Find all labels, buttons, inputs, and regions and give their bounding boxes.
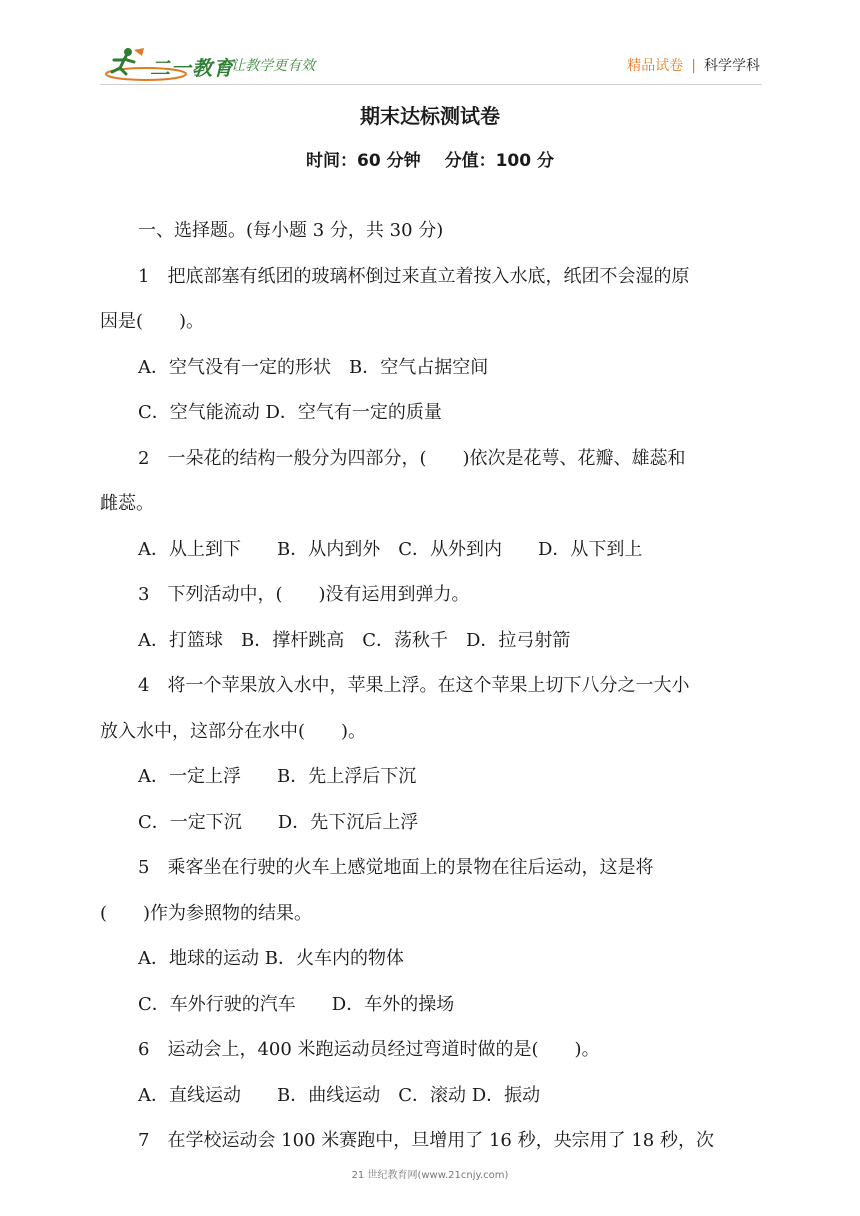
header-divider — [100, 84, 762, 85]
question-6-options: A．直线运动 B．曲线运动 C．滚动 D．振动 — [138, 1084, 541, 1106]
question-3-stem: 3 下列活动中，( )没有运用到弹力。 — [138, 584, 470, 605]
page-footer: 21 世纪教育网(www.21cnjy.com) — [351, 1170, 509, 1181]
question-3-options: A．打篮球 B．撑杆跳高 C．荡秋千 D．拉弓射箭 — [138, 629, 571, 651]
slogan: / 让教学更有效 — [222, 58, 316, 74]
question-4-stem-cont: 放入水中，这部分在水中( )。 — [100, 720, 367, 742]
question-4-options-c-d: C．一定下沉 D．先下沉后上浮 — [138, 811, 419, 833]
question-body — [100, 208, 762, 1164]
premium-label: 精品试卷 — [627, 58, 684, 74]
question-1-stem-cont: 因是( )。 — [100, 311, 205, 332]
subject-label: 科学学科 — [704, 58, 760, 74]
question-5-stem-cont: ( )作为参照物的结果。 — [100, 902, 313, 924]
exam-info — [0, 146, 860, 171]
question-2-options: A．从上到下 B．从内到外 C．从外到内 D．从下到上 — [138, 538, 643, 560]
question-2-stem-cont: 雌蕊。 — [100, 493, 154, 514]
question-1-options-c-d: C．空气能流动 D．空气有一定的质量 — [138, 402, 442, 423]
exam-time: 时间：60 分钟 — [306, 151, 421, 171]
page-header — [0, 0, 860, 100]
question-7-stem: 7 在学校运动会 100 米赛跑中，旦增用了 16 秒，央宗用了 18 秒，次 — [138, 1130, 714, 1151]
logo-text: 二一教育 — [150, 56, 234, 80]
question-5-options-c-d: C．车外行驶的汽车 D．车外的操场 — [138, 993, 455, 1015]
question-5-options-a-b: A．地球的运动 B．火车内的物体 — [138, 948, 404, 969]
question-4-stem: 4 将一个苹果放入水中，苹果上浮。在这个苹果上切下八分之一大小 — [138, 675, 690, 696]
question-6-stem: 6 运动会上，400 米跑运动员经过弯道时做的是( )。 — [138, 1039, 600, 1060]
exam-title: 期末达标测试卷 — [360, 104, 500, 128]
question-2-stem: 2 一朵花的结构一般分为四部分，( )依次是花萼、花瓣、雄蕊和 — [138, 447, 686, 469]
question-1-stem: 1 把底部塞有纸团的玻璃杯倒过来直立着按入水底，纸团不会湿的原 — [138, 265, 690, 287]
question-4-options-a-b: A．一定上浮 B．先上浮后下沉 — [138, 766, 417, 787]
question-5-stem: 5 乘客坐在行驶的火车上感觉地面上的景物在往后运动，这是将 — [138, 857, 654, 878]
header-separator: | — [691, 58, 696, 74]
header-right — [627, 55, 760, 75]
section-heading: 一、选择题。(每小题 3 分，共 30 分) — [138, 220, 444, 241]
question-1-options-a-b: A．空气没有一定的形状 B．空气占据空间 — [138, 356, 489, 378]
exam-score: 分值：100 分 — [444, 151, 554, 171]
